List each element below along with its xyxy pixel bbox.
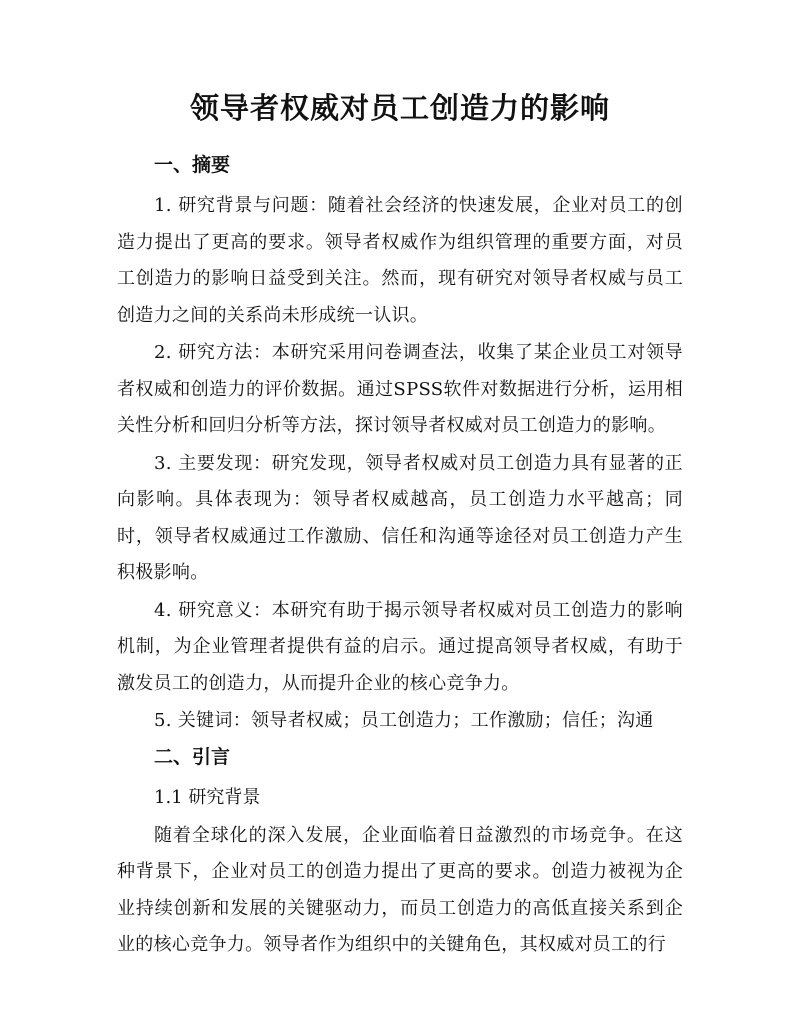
abstract-paragraph-keywords: 5. 关键词：领导者权威；员工创造力；工作激励；信任；沟通 <box>154 710 654 731</box>
abstract-paragraph-findings: 3. 主要发现：研究发现，领导者权威对员工创造力具有显著的正向影响。具体表现为：领导者权威越高，员工创造力水平越高；同时，领导者权威通过工作激励、信任和沟通等途径对员工创造力产生积极影响。 <box>117 452 683 583</box>
abstract-paragraph-background: 1. 研究背景与问题：随着社会经济的快速发展，企业对员工的创造力提出了更高的要求。领导者权威作为组织管理的重要方面，对员工创造力的影响日益受到关注。然而，现有研究对领导者权威与员工创造力之间的关系尚未形成统一认识。 <box>117 195 683 326</box>
section-heading-intro: 二、引言 <box>154 745 231 768</box>
abstract-paragraph-significance: 4. 研究意义：本研究有助于揭示领导者权威对员工创造力的影响机制，为企业管理者提供有益的启示。通过提高领导者权威，有助于激发员工的创造力，从而提升企业的核心竞争力。 <box>117 599 683 694</box>
subsection-heading-background: 1.1 研究背景 <box>154 786 261 808</box>
intro-paragraph: 随着全球化的深入发展，企业面临着日益激烈的市场竞争。在这种背景下，企业对员工的创造力提出了更高的要求。创造力被视为企业持续创新和发展的关键驱动力，而员工创造力的高低直接关系到企业的核心竞争力。领导者作为组织中的关键角色，其权威对员工的行 <box>117 824 683 955</box>
abstract-paragraph-method: 2. 研究方法：本研究采用问卷调查法，收集了某企业员工对领导者权威和创造力的评价数据。通过SPSS软件对数据进行分析，运用相关性分析和回归分析等方法，探讨领导者权威对员工创造力的影响。 <box>117 342 683 436</box>
document-title: 领导者权威对员工创造力的影响 <box>189 91 610 125</box>
section-heading-abstract: 一、摘要 <box>154 154 231 176</box>
document-page <box>117 88 683 965</box>
